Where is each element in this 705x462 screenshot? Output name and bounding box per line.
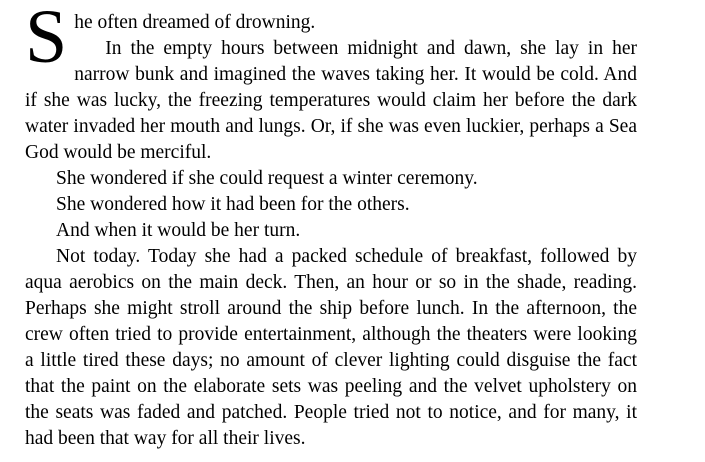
paragraph: And when it would be her turn. xyxy=(56,220,301,241)
paragraph: Not today. Today she had a packed schedule of breakfast, followed by aqua aerobics on the main deck. Then, an hour or so in the shade, reading. Perhaps she might stroll around the ship before lunch. In the afternoon, the crew often tried to provide entertainment, although the theaters were looking a little tired these days; no amount of clever lighting could disguise the fact that the paint on the elaborate sets was peeling and the velvet upholstery on the seats was faded and patched. People tried not to notice, and for many, it had been that way for all their lives. xyxy=(25,246,637,449)
paragraph-opening xyxy=(25,0,637,79)
paragraph-text: he often dreamed of drowning. xyxy=(74,12,316,33)
paragraph: She wondered how it had been for the others. xyxy=(56,194,410,215)
paragraph: She wondered if she could request a winter ceremony. xyxy=(56,168,478,189)
drop-cap-letter: S xyxy=(25,0,68,79)
paragraph: In the empty hours between midnight and dawn, she lay in her narrow bunk and imagined the waves taking her. It would be cold. And if she was lucky, the freezing temperatures would claim her before the dark water invaded her mouth and lungs. Or, if she was even luckier, perhaps a Sea God would be merciful. xyxy=(25,38,637,163)
